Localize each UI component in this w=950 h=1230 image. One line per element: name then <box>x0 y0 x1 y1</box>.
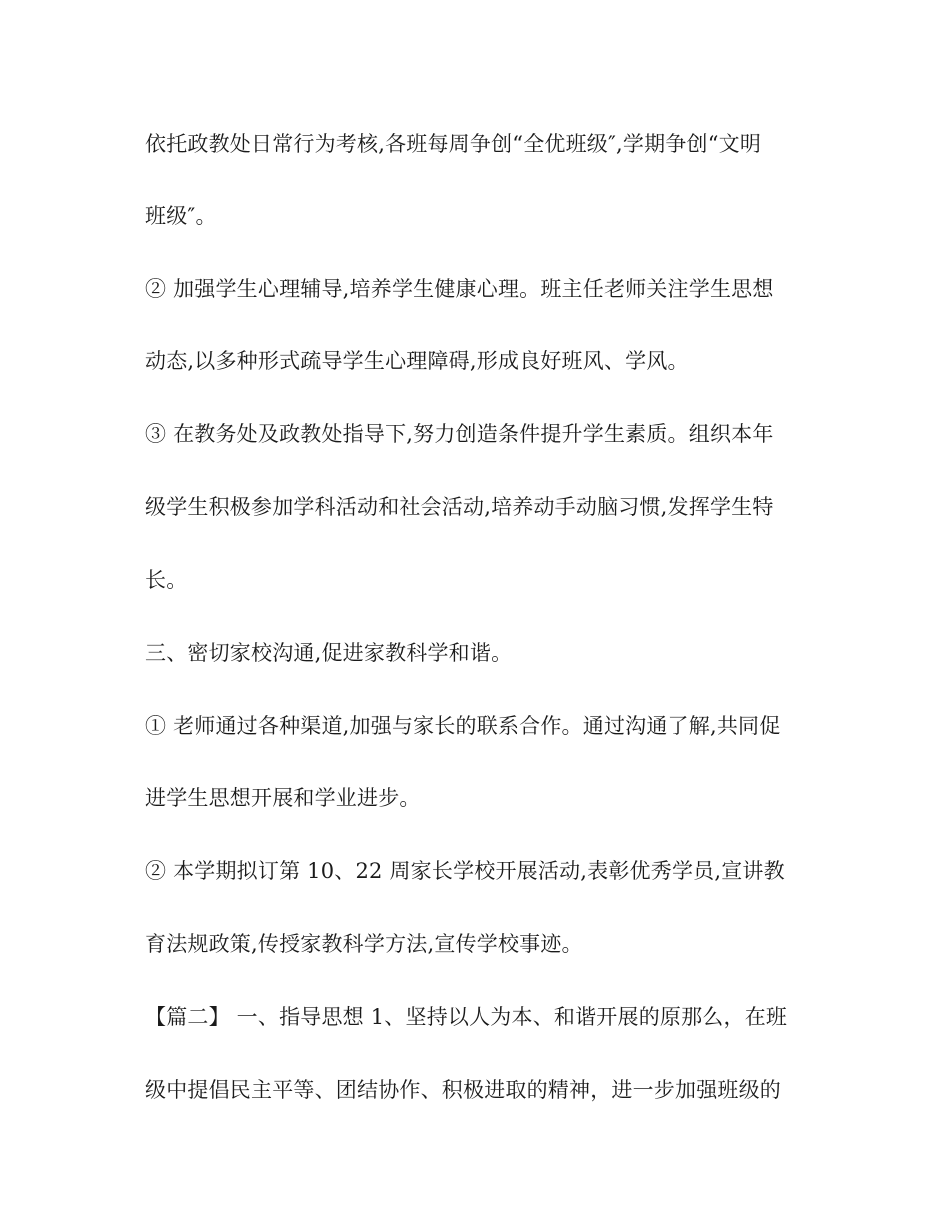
text-line-7: 长。 <box>145 568 188 592</box>
text-line-5: ③ 在教务处及政教处指导下,努力创造条件提升学生素质。组织本年 <box>145 422 774 446</box>
text-line-11: ② 本学期拟订第 10、22 周家长学校开展活动,表彰优秀学员,宣讲教 <box>145 859 785 883</box>
text-line-2: 班级″。 <box>145 204 217 228</box>
text-line-9: ① 老师通过各种渠道,加强与家长的联系合作。通过沟通了解,共同促 <box>145 714 781 738</box>
text-line-6: 级学生积极参加学科活动和社会活动,培养动手动脑习惯,发挥学生特 <box>145 495 774 519</box>
text-line-1: 依托政教处日常行为考核,各班每周争创“全优班级″,学期争创“文明 <box>145 132 762 156</box>
text-line-3: ② 加强学生心理辅导,培养学生健康心理。班主任老师关注学生思想 <box>145 277 774 301</box>
text-line-10: 进学生思想开展和学业进步。 <box>145 786 421 810</box>
text-line-14: 级中提倡民主平等、团结协作、积极进取的精神，进一步加强班级的 <box>145 1078 781 1102</box>
text-line-12: 育法规政策,传授家教科学方法,宣传学校事迹。 <box>145 932 583 956</box>
text-line-13: 【篇二】 一、指导思想 1、坚持以人为本、和谐开展的原那么，在班 <box>145 1005 788 1029</box>
text-line-8: 三、密切家校沟通,促进家教科学和谐。 <box>145 641 513 665</box>
text-line-4: 动态,以多种形式疏导学生心理障碍,形成良好班风、学风。 <box>145 349 689 373</box>
